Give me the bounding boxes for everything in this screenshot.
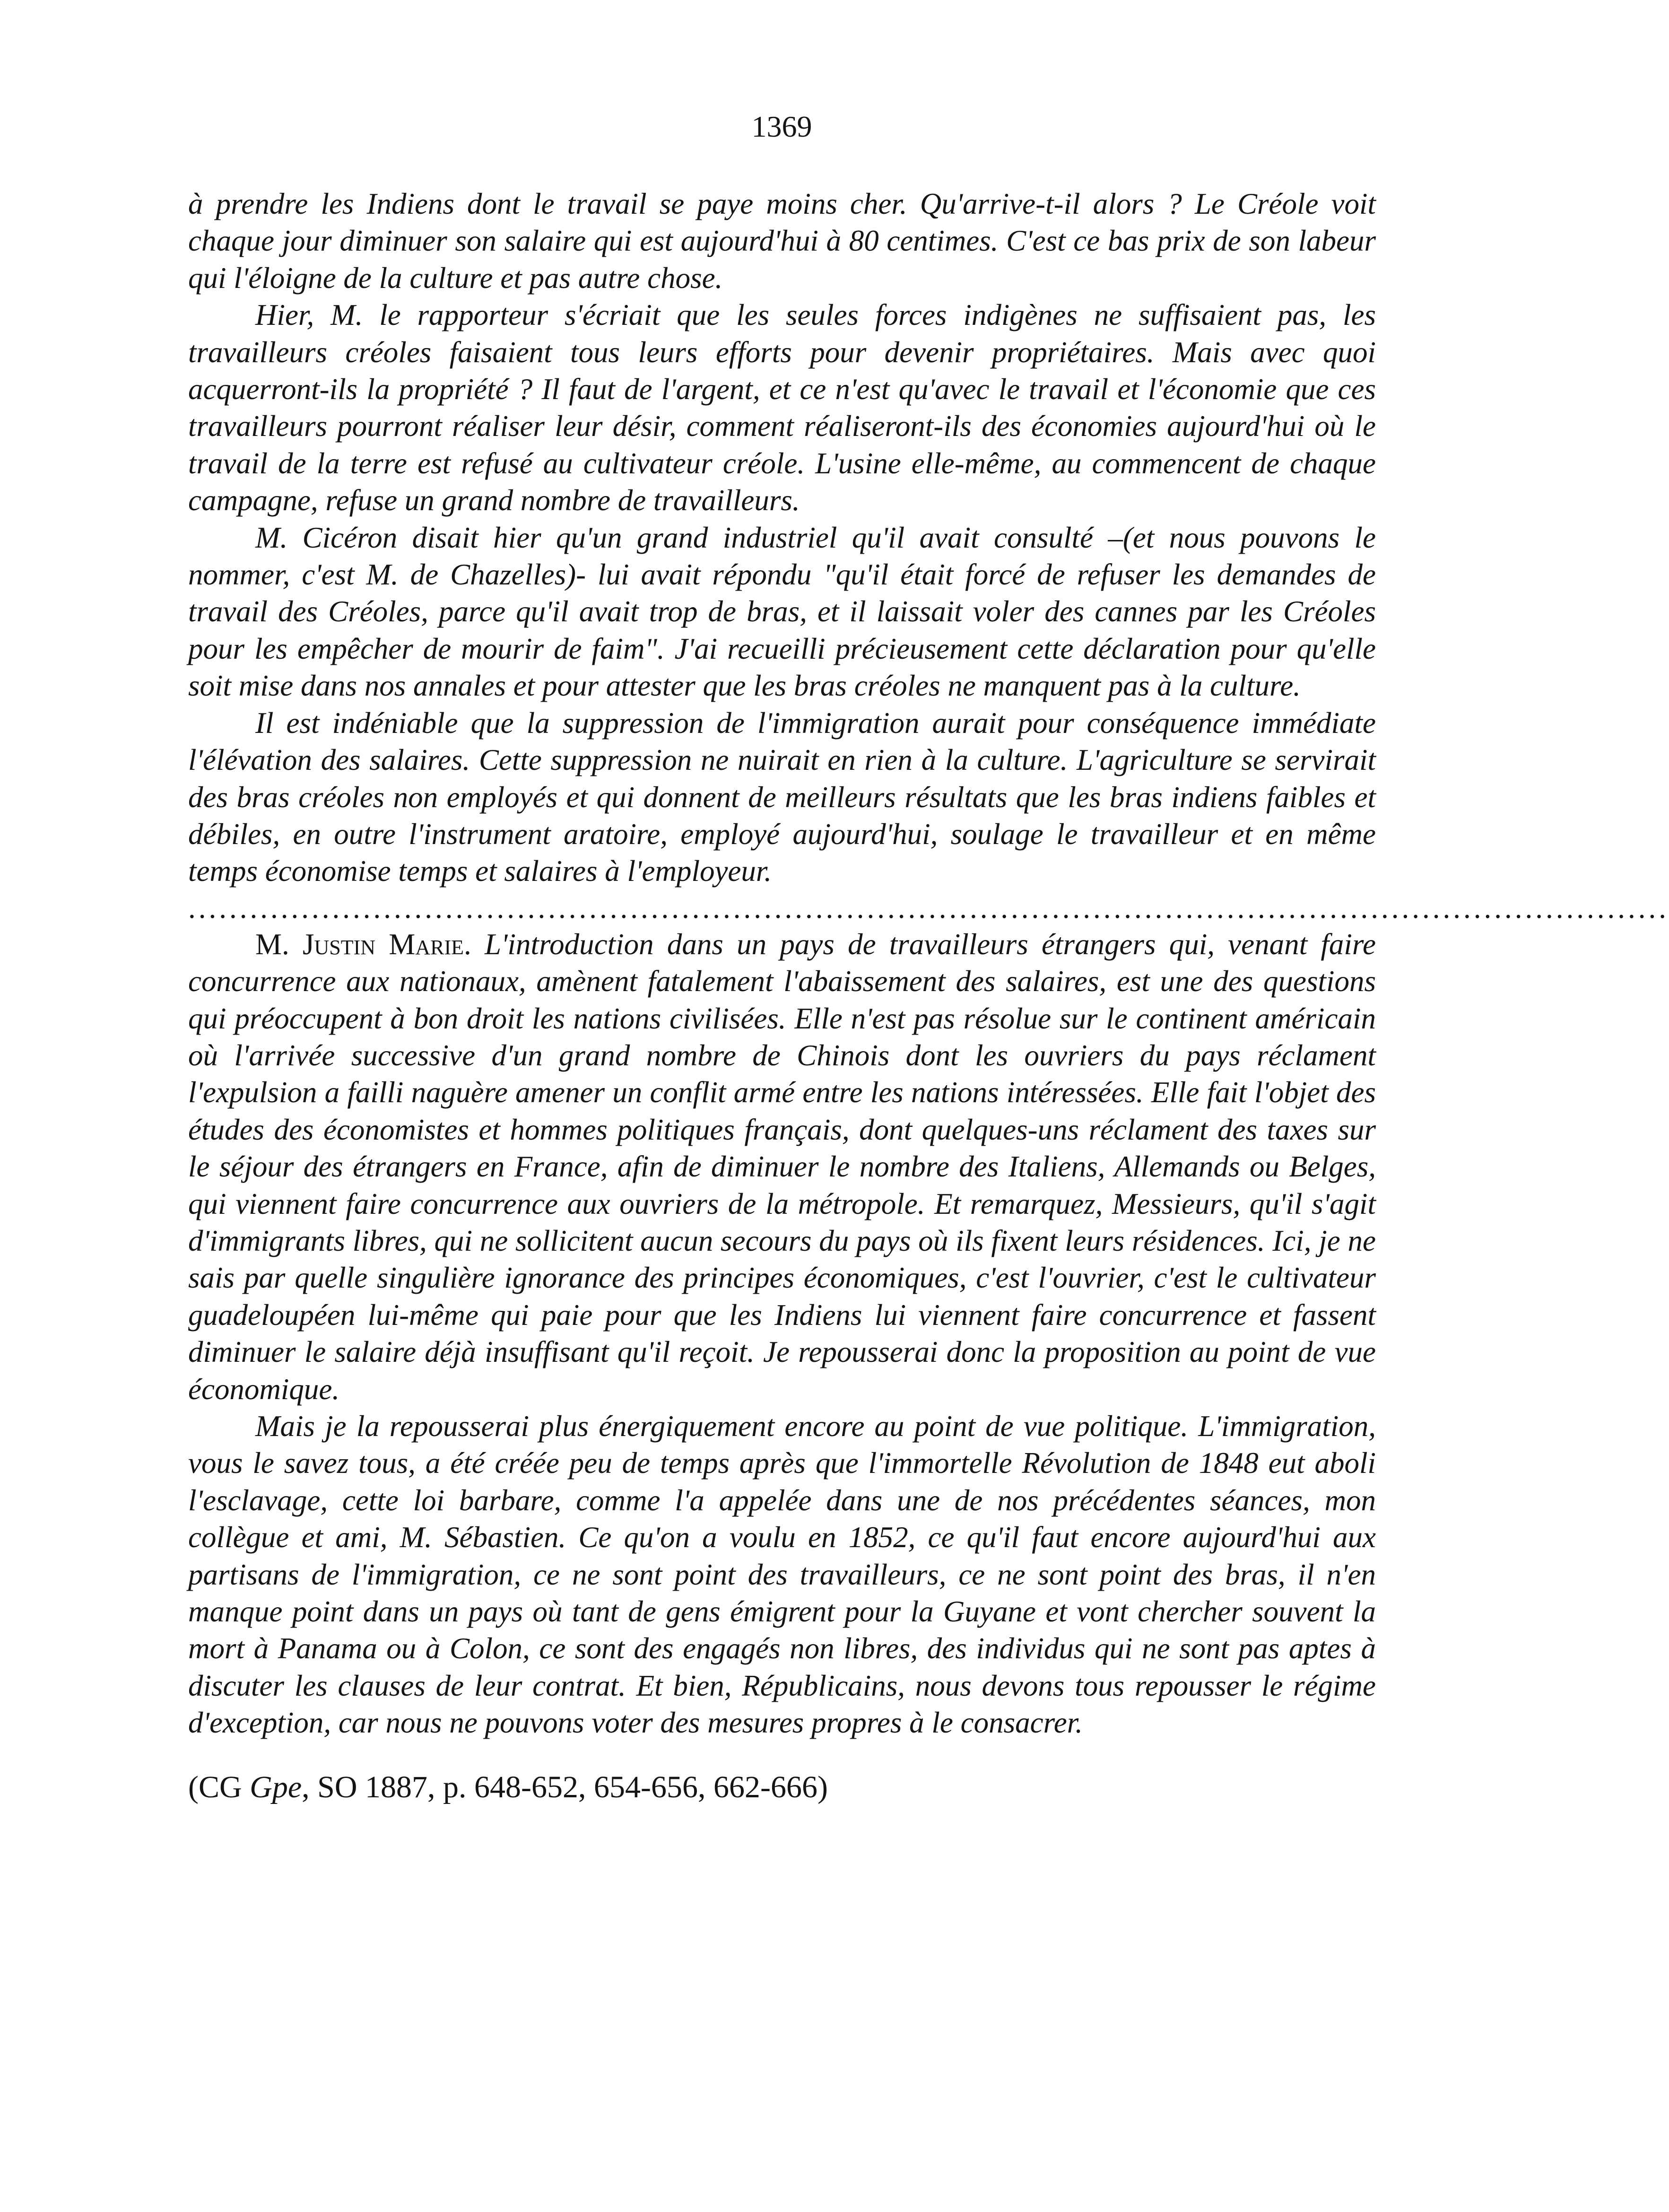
page-number: 1369 (751, 110, 812, 143)
source-citation (188, 1768, 828, 1806)
speaker-name: M. Justin Marie. (255, 927, 471, 961)
paragraph-4: Il est indéniable que la suppression de l'immigration aurait pour conséquence immédiate l'élévation des salaires. Cette suppression ne nuirait en rien à la culture. L'agriculture se servirait des bras créoles non employés et qui donnent de meilleurs résultats que les bras indiens faibles et débiles, en outre l'instrument aratoire, employé aujourd'hui, soulage le travailleur et en même temps économise temps et salaires à l'employeur. (188, 706, 1376, 888)
paragraph-6: Mais je la repousserai plus énergiquement encore au point de vue politique. L'immigration, vous le savez tous, a été créée peu de temps après que l'immortelle Révolution de 1848 eut aboli l'esclavage, cette loi barbare, comme l'a appelée dans une de nos précédentes séances, mon collègue et ami, M. Sébastien. Ce qu'on a voulu en 1852, ce qu'il faut encore aujourd'hui aux partisans de l'immigration, ce ne sont point des travailleurs, ce ne sont point des bras, il n'en manque point dans un pays où tant de gens émigrent pour la Guyane et vont chercher souvent la mort à Panama ou à Colon, ce sont des engagés non libres, des individus qui ne sont pas aptes à discuter les clauses de leur contrat. Et bien, Républicains, nous devons tous repousser le régime d'exception, car nous ne pouvons voter des mesures propres à le consacrer. (188, 1410, 1376, 1740)
ellipsis-separator: ................................................................................................................................................ (188, 891, 1669, 924)
citation-open: (CG (188, 1770, 250, 1804)
body-text (188, 185, 1669, 1742)
citation-rest: , SO 1887, p. 648-652, 654-656, 662-666) (302, 1770, 828, 1804)
paragraph-2: Hier, M. le rapporteur s'écriait que les seules forces indigènes ne suffisaient pas, les travailleurs créoles faisaient tous leurs efforts pour devenir propriétaires. Mais avec quoi acquerront-ils la propriété ? Il faut de l'argent, et ce n'est qu'avec le travail et l'économie que ces travailleurs pourront réaliser leur désir, comment réaliseront-ils des économies aujourd'hui où le travail de la terre est refusé au cultivateur créole. L'usine elle-même, au commencent de chaque campagne, refuse un grand nombre de travailleurs. (188, 298, 1376, 517)
paragraph-5-text: L'introduction dans un pays de travailleurs étrangers qui, venant faire concurrence aux nationaux, amènent fatalement l'abaissement des salaires, est une des questions qui préoccupent à bon droit les nations civilisées. Elle n'est pas résolue sur le continent américain où l'arrivée successive d'un grand nombre de Chinois dont les ouvriers du pays réclament l'expulsion a failli naguère amener un conflit armé entre les nations intéressées. Elle fait l'objet des études des économistes et hommes politiques français, dont quelques-uns réclament des taxes sur le séjour des étrangers en France, afin de diminuer le nombre des Italiens, Allemands ou Belges, qui viennent faire concurrence aux ouvriers de la métropole. Et remarquez, Messieurs, qu'il s'agit d'immigrants libres, qui ne sollicitent aucun secours du pays où ils fixent leurs résidences. Ici, je ne sais par quelle singulière ignorance des principes économiques, c'est l'ouvrier, c'est le cultivateur guadeloupéen lui-même qui paie pour que les Indiens lui viennent faire concurrence et fassent diminuer le salaire déjà insuffisant qu'il reçoit. Je repousserai donc la proposition au point de vue économique. (188, 927, 1376, 1406)
paragraph-1: à prendre les Indiens dont le travail se paye moins cher. Qu'arrive-t-il alors ? Le Créole voit chaque jour diminuer son salaire qui est aujourd'hui à 80 centimes. C'est ce bas prix de son labeur qui l'éloigne de la culture et pas autre chose. (188, 187, 1376, 295)
paragraph-5 (188, 926, 1376, 1408)
paragraph-3: M. Cicéron disait hier qu'un grand industriel qu'il avait consulté –(et nous pouvons le nommer, c'est M. de Chazelles)- lui avait répondu "qu'il était forcé de refuser les demandes de travail des Créoles, parce qu'il avait trop de bras, et il laissait voler des cannes par les Créoles pour les empêcher de mourir de faim". J'ai recueilli précieusement cette déclaration pour qu'elle soit mise dans nos annales et pour attester que les bras créoles ne manquent pas à la culture. (188, 521, 1376, 703)
citation-source: Gpe (250, 1770, 302, 1804)
